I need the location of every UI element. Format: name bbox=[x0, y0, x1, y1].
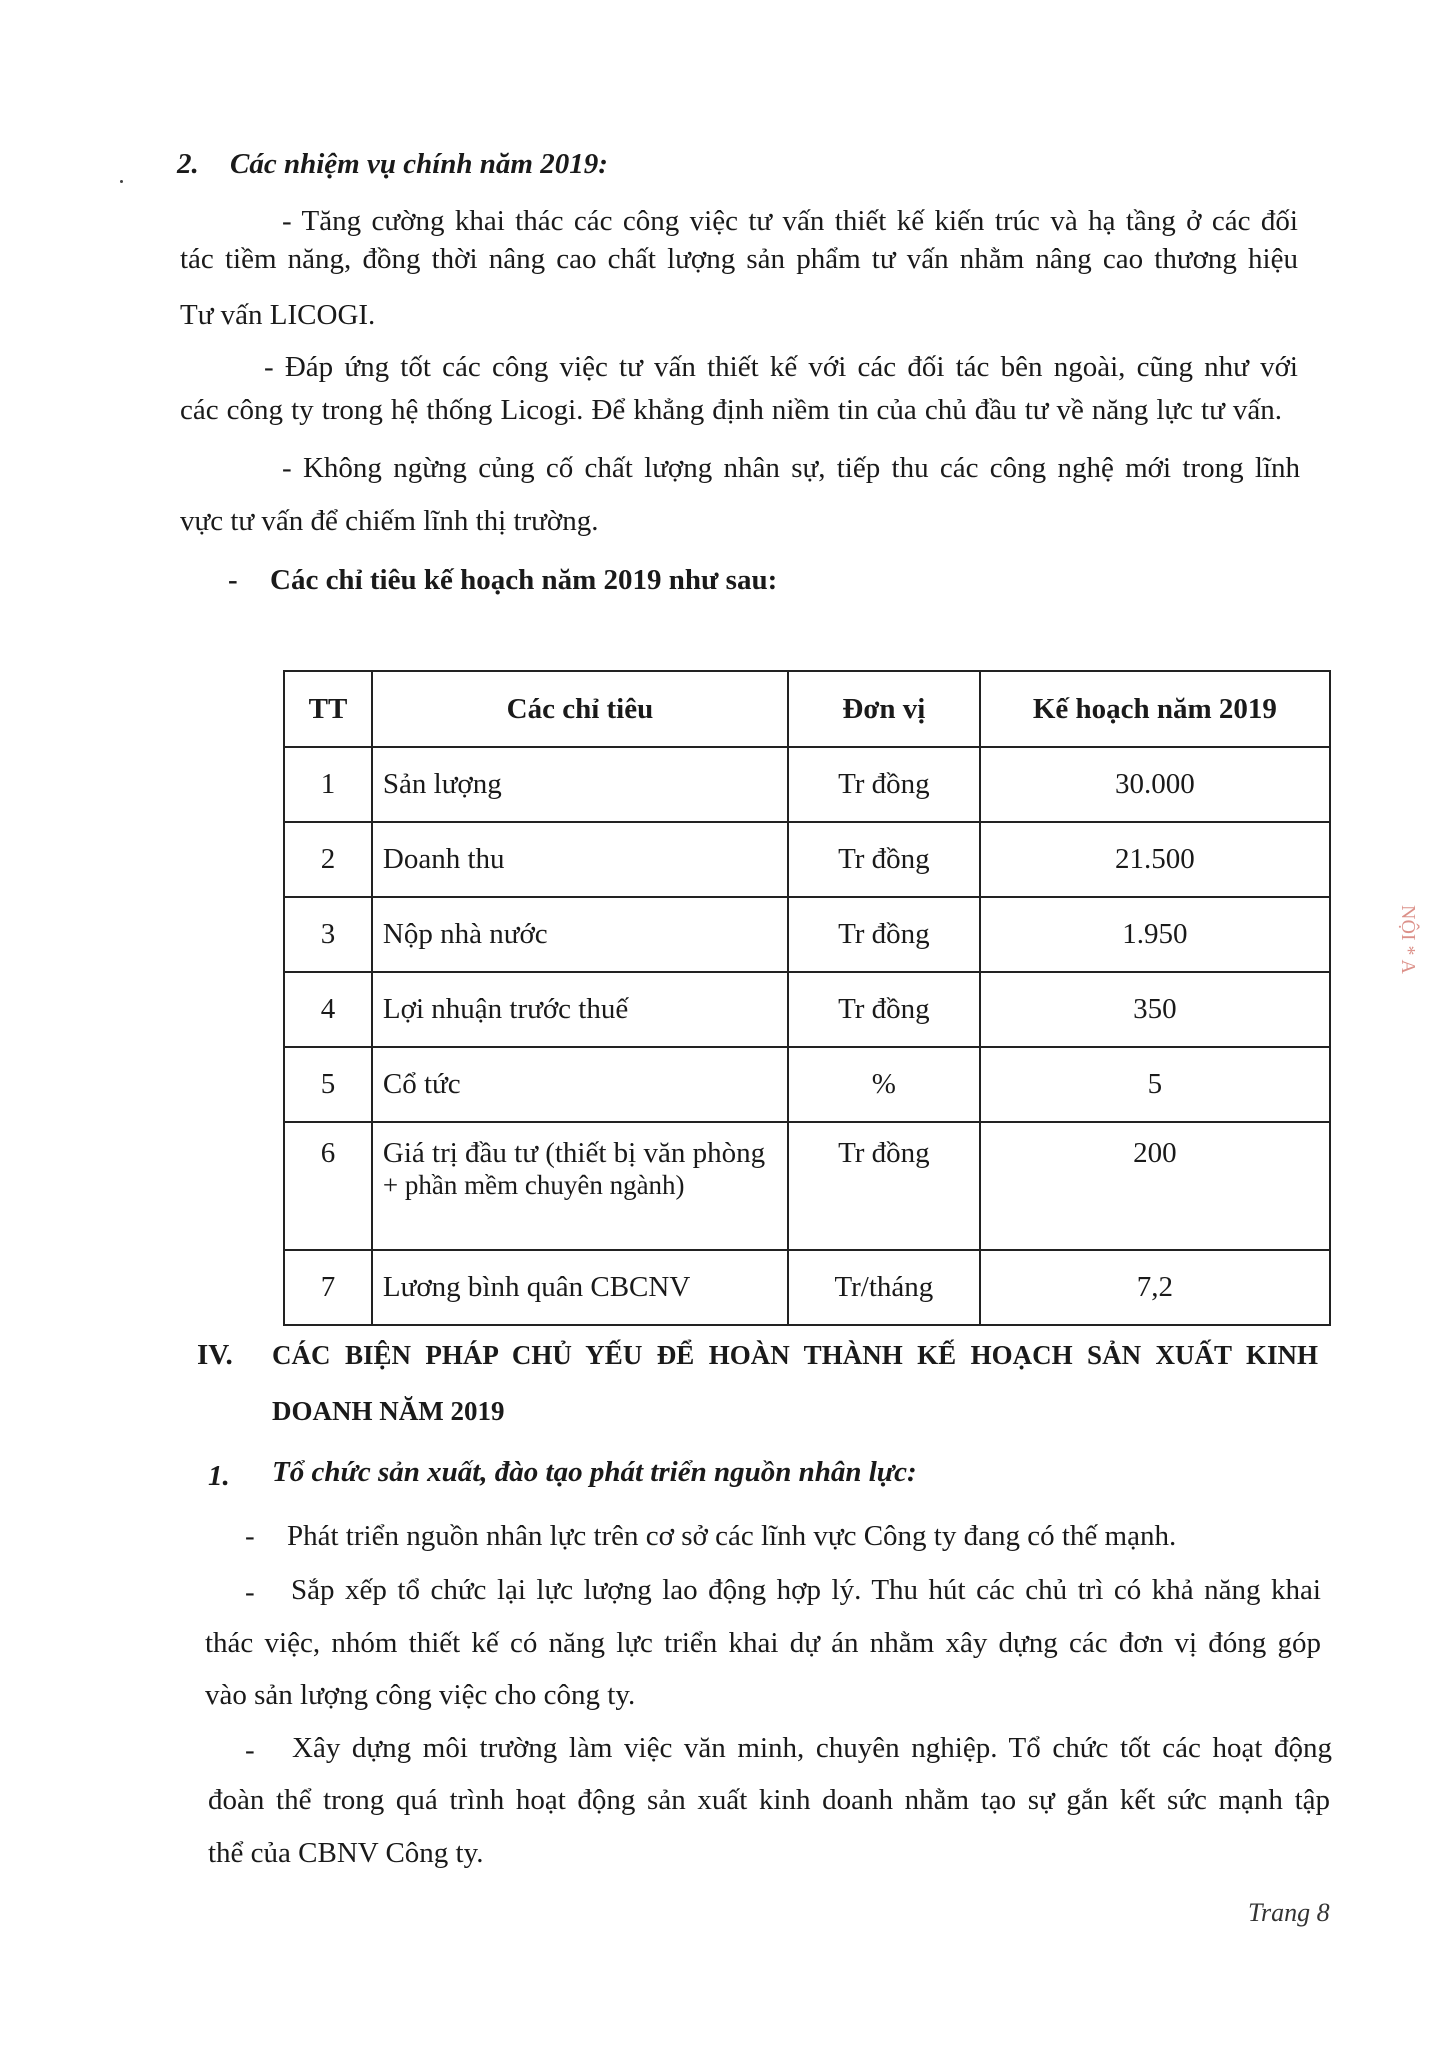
plan-targets-table bbox=[283, 670, 1331, 1326]
bullet-2-line-3: vào sản lượng công việc cho công ty. bbox=[205, 1679, 636, 1711]
table-row bbox=[284, 897, 1330, 972]
stamp-fragment: NỘI * A bbox=[1397, 905, 1419, 974]
row-tt: 5 bbox=[284, 1047, 372, 1122]
row-unit: Tr/tháng bbox=[788, 1250, 980, 1325]
row-unit: Tr đồng bbox=[788, 822, 980, 897]
para-1-line-3: Tư vấn LICOGI. bbox=[180, 299, 376, 331]
row-unit: Tr đồng bbox=[788, 747, 980, 822]
row-plan: 200 bbox=[980, 1122, 1330, 1250]
row-name: Lương bình quân CBCNV bbox=[372, 1250, 788, 1325]
table-row bbox=[284, 972, 1330, 1047]
bullet-3-line-2: đoàn thể trong quá trình hoạt động sản xuất kinh doanh nhằm tạo sự gắn kết sức mạnh tập bbox=[208, 1784, 1330, 1816]
row-tt: 1 bbox=[284, 747, 372, 822]
scan-speck bbox=[120, 180, 123, 183]
row-plan: 7,2 bbox=[980, 1250, 1330, 1325]
bullet-2-line-1: Sắp xếp tổ chức lại lực lượng lao động hợp lý. Thu hút các chủ trì có khả năng khai bbox=[291, 1574, 1321, 1606]
page-number: Trang 8 bbox=[1248, 1898, 1330, 1927]
row-unit: Tr đồng bbox=[788, 1122, 980, 1250]
bullet-1-dash: - bbox=[245, 1520, 255, 1552]
row-name-cell bbox=[372, 1122, 788, 1250]
col-header-tt: TT bbox=[284, 671, 372, 747]
section-4-roman: IV. bbox=[197, 1339, 233, 1371]
section-2-heading: Các nhiệm vụ chính năm 2019: bbox=[230, 148, 608, 180]
section-4-heading-line-1: CÁC BIỆN PHÁP CHỦ YẾU ĐỂ HOÀN THÀNH KẾ HOẠCH SẢN XUẤT KINH bbox=[272, 1340, 1318, 1370]
row-tt: 6 bbox=[284, 1122, 372, 1250]
bullet-3-line-3: thể của CBNV Công ty. bbox=[208, 1837, 484, 1869]
row-name: Giá trị đầu tư (thiết bị văn phòng bbox=[382, 1137, 766, 1169]
row-plan: 350 bbox=[980, 972, 1330, 1047]
row-unit: % bbox=[788, 1047, 980, 1122]
row-name: Doanh thu bbox=[372, 822, 788, 897]
row-plan: 1.950 bbox=[980, 897, 1330, 972]
row-name: Nộp nhà nước bbox=[372, 897, 788, 972]
row-name: Cổ tức bbox=[372, 1047, 788, 1122]
para-1-line-2: tác tiềm năng, đồng thời nâng cao chất lượng sản phẩm tư vấn nhằm nâng cao thương hiệu bbox=[180, 243, 1298, 275]
row-unit: Tr đồng bbox=[788, 972, 980, 1047]
para-1-line-1: - Tăng cường khai thác các công việc tư vấn thiết kế kiến trúc và hạ tầng ở các đối bbox=[282, 205, 1298, 237]
table-row bbox=[284, 1250, 1330, 1325]
row-tt: 2 bbox=[284, 822, 372, 897]
row-name-continued: + phần mềm chuyên ngành) bbox=[382, 1170, 685, 1200]
section-2-number: 2. bbox=[177, 148, 199, 180]
table-header-row bbox=[284, 671, 1330, 747]
row-plan: 30.000 bbox=[980, 747, 1330, 822]
col-header-plan: Kế hoạch năm 2019 bbox=[980, 671, 1330, 747]
section-4-heading-line-2: DOANH NĂM 2019 bbox=[272, 1396, 505, 1426]
bullet-2-dash: - bbox=[245, 1576, 255, 1608]
targets-dash: - bbox=[228, 564, 238, 596]
para-2-line-1: - Đáp ứng tốt các công việc tư vấn thiết kế với các đối tác bên ngoài, cũng như với bbox=[264, 351, 1298, 383]
bullet-2-line-2: thác việc, nhóm thiết kế có năng lực triển khai dự án nhằm xây dựng các đơn vị đóng góp bbox=[205, 1627, 1321, 1659]
row-plan: 5 bbox=[980, 1047, 1330, 1122]
para-2-line-2: các công ty trong hệ thống Licogi. Để khẳng định niềm tin của chủ đầu tư về năng lực tư vấn. bbox=[180, 394, 1282, 426]
para-3-line-1: - Không ngừng củng cố chất lượng nhân sự, tiếp thu các công nghệ mới trong lĩnh bbox=[282, 452, 1300, 484]
bullet-3-dash: - bbox=[245, 1734, 255, 1766]
row-plan: 21.500 bbox=[980, 822, 1330, 897]
table-row bbox=[284, 822, 1330, 897]
bullet-3-line-1: Xây dựng môi trường làm việc văn minh, chuyên nghiệp. Tổ chức tốt các hoạt động bbox=[292, 1732, 1332, 1764]
row-tt: 3 bbox=[284, 897, 372, 972]
targets-heading: Các chỉ tiêu kế hoạch năm 2019 như sau: bbox=[270, 564, 778, 596]
row-tt: 4 bbox=[284, 972, 372, 1047]
row-name: Sản lượng bbox=[372, 747, 788, 822]
subsection-1-heading: Tổ chức sản xuất, đào tạo phát triển nguồn nhân lực: bbox=[272, 1456, 917, 1488]
table-row bbox=[284, 1047, 1330, 1122]
para-3-line-2: vực tư vấn để chiếm lĩnh thị trường. bbox=[180, 505, 599, 537]
row-tt: 7 bbox=[284, 1250, 372, 1325]
table-row bbox=[284, 1122, 1330, 1250]
subsection-1-number: 1. bbox=[208, 1460, 230, 1492]
bullet-1-text: Phát triển nguồn nhân lực trên cơ sở các lĩnh vực Công ty đang có thế mạnh. bbox=[287, 1520, 1177, 1552]
row-unit: Tr đồng bbox=[788, 897, 980, 972]
table-row bbox=[284, 747, 1330, 822]
col-header-targets: Các chỉ tiêu bbox=[372, 671, 788, 747]
row-name: Lợi nhuận trước thuế bbox=[372, 972, 788, 1047]
col-header-unit: Đơn vị bbox=[788, 671, 980, 747]
